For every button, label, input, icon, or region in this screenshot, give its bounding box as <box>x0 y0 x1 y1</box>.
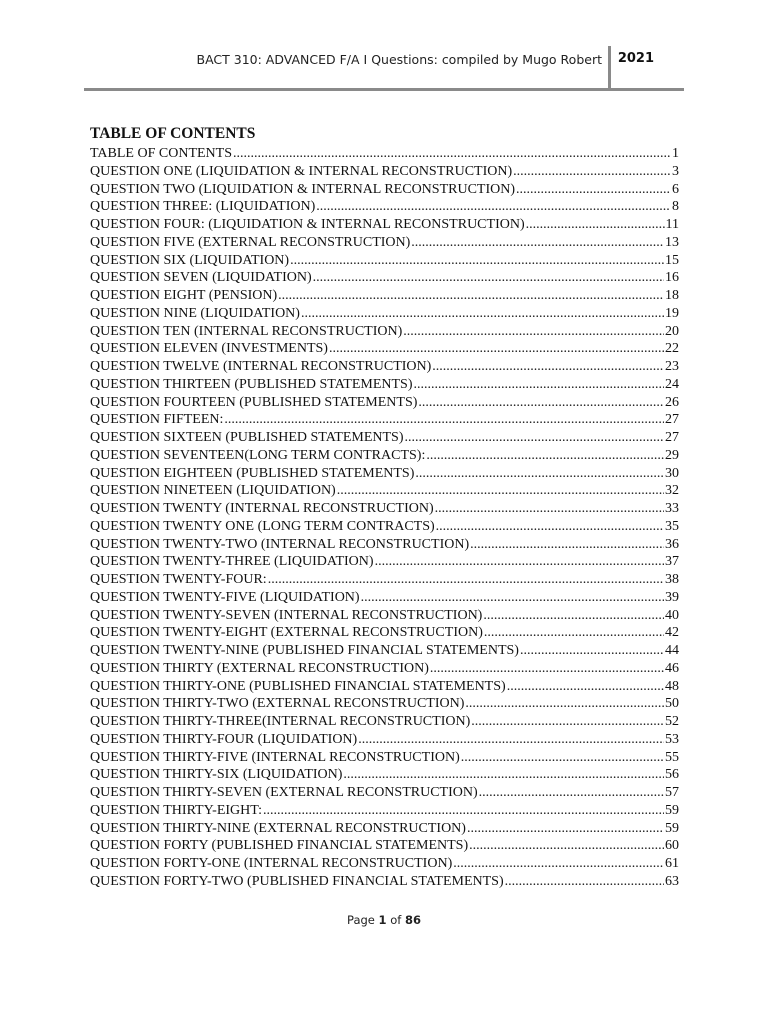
toc-dot-leader <box>465 695 664 713</box>
footer-page-total: 86 <box>404 913 421 927</box>
toc-dot-leader <box>432 358 664 376</box>
toc-entry-page: 22 <box>665 341 679 357</box>
toc-entry-page: 15 <box>665 252 679 268</box>
toc-entry[interactable] <box>90 411 679 429</box>
toc-dot-leader <box>268 571 664 589</box>
toc-entry[interactable] <box>90 855 679 873</box>
toc-entry[interactable] <box>90 269 679 287</box>
toc-list <box>90 145 679 891</box>
toc-entry-page: 57 <box>665 785 679 800</box>
toc-entry[interactable] <box>90 323 679 341</box>
footer-page-number: 1 <box>378 913 387 927</box>
toc-entry-label: QUESTION THIRTY (EXTERNAL RECONSTRUCTION) <box>90 660 429 676</box>
toc-entry[interactable] <box>90 287 679 305</box>
toc-dot-leader <box>403 323 664 341</box>
toc-entry[interactable] <box>90 216 679 234</box>
toc-entry-label: QUESTION THIRTY-FOUR (LIQUIDATION) <box>90 731 358 747</box>
toc-entry-page: 29 <box>665 447 679 463</box>
toc-dot-leader <box>337 482 664 500</box>
toc-entry-label: QUESTION THIRTY-EIGHT: <box>90 802 263 818</box>
toc-entry[interactable] <box>90 500 679 518</box>
toc-entry[interactable] <box>90 873 679 891</box>
toc-entry-label: QUESTION TWENTY ONE (LONG TERM CONTRACTS) <box>90 518 435 534</box>
toc-entry-label: QUESTION FIVE (EXTERNAL RECONSTRUCTION) <box>90 234 411 250</box>
toc-entry[interactable] <box>90 145 679 163</box>
toc-entry-label: QUESTION TWELVE (INTERNAL RECONSTRUCTION) <box>90 359 432 374</box>
page-header <box>84 46 684 90</box>
toc-dot-leader <box>526 216 665 234</box>
toc-dot-leader <box>415 465 664 483</box>
toc-entry-page: 44 <box>665 643 679 658</box>
toc-entry[interactable] <box>90 163 679 181</box>
toc-entry-label: QUESTION SIX (LIQUIDATION) <box>90 252 290 268</box>
toc-entry-label: QUESTION THIRTY-ONE (PUBLISHED FINANCIAL STATEMENTS) <box>90 678 506 694</box>
toc-entry-page: 6 <box>672 181 679 197</box>
toc-entry[interactable] <box>90 713 679 731</box>
toc-entry-page: 48 <box>665 678 679 694</box>
toc-dot-leader <box>453 855 664 873</box>
toc-entry-page: 55 <box>665 749 679 765</box>
toc-entry-page: 3 <box>672 163 679 179</box>
toc-entry-label: QUESTION FORTY-TWO (PUBLISHED FINANCIAL STATEMENTS) <box>90 873 504 889</box>
toc-entry-page: 1 <box>672 146 679 161</box>
toc-entry-label: QUESTION TWENTY-SEVEN (INTERNAL RECONSTRUCTION) <box>90 607 483 623</box>
toc-entry-page: 38 <box>665 572 679 587</box>
toc-dot-leader <box>233 145 670 163</box>
toc-entry[interactable] <box>90 252 679 270</box>
toc-entry[interactable] <box>90 376 679 394</box>
toc-entry-label: QUESTION THIRTY-FIVE (INTERNAL RECONSTRUCTION) <box>90 749 460 765</box>
toc-dot-leader <box>520 642 664 660</box>
toc-dot-leader <box>375 553 664 571</box>
toc-entry-page: 42 <box>665 625 679 641</box>
toc-dot-leader <box>471 713 664 731</box>
toc-entry[interactable] <box>90 624 679 642</box>
toc-entry[interactable] <box>90 394 679 412</box>
toc-entry-label: QUESTION FIFTEEN: <box>90 412 224 428</box>
toc-entry-page: 63 <box>665 873 679 889</box>
toc-dot-leader <box>414 376 665 394</box>
toc-entry-page: 36 <box>665 536 679 552</box>
toc-entry[interactable] <box>90 802 679 820</box>
toc-entry-page: 30 <box>665 465 679 481</box>
toc-entry-page: 8 <box>672 199 679 215</box>
toc-entry[interactable] <box>90 447 679 465</box>
toc-entry-page: 46 <box>665 660 679 676</box>
toc-entry[interactable] <box>90 465 679 483</box>
toc-entry-label: QUESTION THIRTY-THREE(INTERNAL RECONSTRUCTION) <box>90 714 471 729</box>
toc-entry-label: QUESTION THIRTEEN (PUBLISHED STATEMENTS) <box>90 376 413 392</box>
toc-entry[interactable] <box>90 305 679 323</box>
toc-dot-leader <box>361 589 664 607</box>
toc-entry-page: 11 <box>665 217 679 232</box>
toc-entry-page: 53 <box>665 731 679 747</box>
toc-dot-leader <box>430 660 664 678</box>
toc-entry-page: 32 <box>665 483 679 499</box>
toc-entry-label: QUESTION TWO (LIQUIDATION & INTERNAL RECONSTRUCTION) <box>90 181 516 197</box>
toc-entry-page: 37 <box>665 554 679 570</box>
toc-entry-label: QUESTION FORTY (PUBLISHED FINANCIAL STATEMENTS) <box>90 838 469 854</box>
toc-entry-label: QUESTION TWENTY-TWO (INTERNAL RECONSTRUCTION) <box>90 536 470 552</box>
header-text: BACT 310: ADVANCED F/A I Questions: compiled by Mugo Robert <box>196 52 602 67</box>
toc-entry[interactable] <box>90 234 679 252</box>
toc-entry-page: 13 <box>665 234 679 250</box>
toc-dot-leader <box>461 749 664 767</box>
toc-entry-label: QUESTION TWENTY-EIGHT (EXTERNAL RECONSTRUCTION) <box>90 625 483 641</box>
toc-entry-label: QUESTION THIRTY-SEVEN (EXTERNAL RECONSTRUCTION) <box>90 785 478 800</box>
toc-entry-label: QUESTION EIGHT (PENSION) <box>90 288 278 303</box>
toc-entry-page: 23 <box>665 359 679 374</box>
toc-dot-leader <box>313 269 664 287</box>
toc-dot-leader <box>278 287 664 305</box>
toc-entry-page: 16 <box>665 270 679 286</box>
toc-dot-leader <box>516 181 670 199</box>
toc-dot-leader <box>483 607 664 625</box>
toc-entry-page: 59 <box>665 802 679 818</box>
toc-dot-leader <box>343 766 664 784</box>
toc-entry-label: QUESTION ELEVEN (INVESTMENTS) <box>90 341 328 357</box>
toc-entry-label: QUESTION FORTY-ONE (INTERNAL RECONSTRUCTION) <box>90 856 453 871</box>
toc-entry[interactable] <box>90 749 679 767</box>
toc-entry-page: 60 <box>665 838 679 854</box>
toc-dot-leader <box>507 678 664 696</box>
toc-entry-page: 27 <box>665 430 679 445</box>
toc-entry-page: 19 <box>665 305 679 321</box>
toc-dot-leader <box>436 518 664 536</box>
toc-entry-label: QUESTION TWENTY-FIVE (LIQUIDATION) <box>90 589 360 605</box>
toc-entry-page: 18 <box>665 288 679 303</box>
toc-entry-label: QUESTION TWENTY-NINE (PUBLISHED FINANCIAL STATEMENTS) <box>90 643 519 658</box>
toc-entry-label: QUESTION THIRTY-NINE (EXTERNAL RECONSTRUCTION) <box>90 820 466 836</box>
toc-entry-label: QUESTION FOURTEEN (PUBLISHED STATEMENTS) <box>90 394 418 410</box>
toc-entry[interactable] <box>90 678 679 696</box>
toc-entry-label: QUESTION THREE: (LIQUIDATION) <box>90 199 316 215</box>
toc-entry-page: 24 <box>665 376 679 392</box>
toc-entry-label: QUESTION THIRTY-SIX (LIQUIDATION) <box>90 767 343 783</box>
toc-dot-leader <box>479 784 664 802</box>
toc-entry-label: QUESTION TEN (INTERNAL RECONSTRUCTION) <box>90 323 403 339</box>
toc-entry[interactable] <box>90 198 679 216</box>
toc-entry[interactable] <box>90 642 679 660</box>
toc-entry-label: QUESTION SEVENTEEN(LONG TERM CONTRACTS): <box>90 447 426 463</box>
toc-dot-leader <box>290 252 664 270</box>
toc-entry-label: QUESTION EIGHTEEN (PUBLISHED STATEMENTS) <box>90 465 415 481</box>
toc-dot-leader <box>411 234 664 252</box>
footer-page-prefix: Page <box>347 913 375 927</box>
toc-entry-page: 40 <box>665 607 679 623</box>
header-divider-vertical <box>608 46 611 90</box>
toc-entry-page: 27 <box>665 412 679 428</box>
toc-entry[interactable] <box>90 589 679 607</box>
toc-entry-page: 20 <box>665 323 679 339</box>
toc-entry-label: QUESTION TWENTY-THREE (LIQUIDATION) <box>90 554 374 570</box>
toc-entry-label: QUESTION NINETEEN (LIQUIDATION) <box>90 483 336 499</box>
toc-entry[interactable] <box>90 731 679 749</box>
toc-dot-leader <box>469 837 664 855</box>
toc-entry-page: 35 <box>665 518 679 534</box>
toc-entry-page: 39 <box>665 589 679 605</box>
toc-entry-page: 26 <box>665 394 679 410</box>
toc-entry[interactable] <box>90 837 679 855</box>
toc-entry[interactable] <box>90 784 679 802</box>
toc-entry-label: QUESTION FOUR: (LIQUIDATION & INTERNAL RECONSTRUCTION) <box>90 217 525 232</box>
page-footer <box>0 913 768 927</box>
toc-dot-leader <box>426 447 664 465</box>
toc-entry-page: 52 <box>665 714 679 729</box>
toc-entry-label: QUESTION TWENTY-FOUR: <box>90 572 267 587</box>
toc-entry[interactable] <box>90 181 679 199</box>
toc-entry[interactable] <box>90 518 679 536</box>
toc-entry[interactable] <box>90 766 679 784</box>
toc-entry-label: QUESTION TWENTY (INTERNAL RECONSTRUCTION) <box>90 501 434 516</box>
toc-dot-leader <box>435 500 664 518</box>
toc-entry-page: 59 <box>665 820 679 836</box>
toc-dot-leader <box>316 198 670 216</box>
toc-entry-label: QUESTION THIRTY-TWO (EXTERNAL RECONSTRUCTION) <box>90 696 465 712</box>
toc-dot-leader <box>505 873 664 891</box>
toc-dot-leader <box>358 731 664 749</box>
toc-entry[interactable] <box>90 536 679 554</box>
toc-entry-label: QUESTION NINE (LIQUIDATION) <box>90 305 300 321</box>
table-of-contents <box>90 125 679 891</box>
header-year: 2021 <box>617 51 654 66</box>
toc-entry-page: 50 <box>665 696 679 712</box>
toc-entry[interactable] <box>90 660 679 678</box>
toc-title: TABLE OF CONTENTS <box>90 125 256 142</box>
toc-entry[interactable] <box>90 429 679 447</box>
toc-entry[interactable] <box>90 553 679 571</box>
toc-entry-page: 56 <box>665 767 679 783</box>
toc-entry-page: 33 <box>665 501 679 516</box>
toc-dot-leader <box>467 820 664 838</box>
toc-entry[interactable] <box>90 358 679 376</box>
toc-entry[interactable] <box>90 607 679 625</box>
toc-entry-label: QUESTION SEVEN (LIQUIDATION) <box>90 270 312 286</box>
toc-entry[interactable] <box>90 340 679 358</box>
toc-dot-leader <box>484 624 664 642</box>
footer-of: of <box>390 913 402 927</box>
toc-dot-leader <box>470 536 664 554</box>
toc-dot-leader <box>224 411 664 429</box>
toc-entry[interactable] <box>90 482 679 500</box>
toc-entry-label: QUESTION SIXTEEN (PUBLISHED STATEMENTS) <box>90 430 404 445</box>
toc-dot-leader <box>301 305 664 323</box>
header-divider-horizontal <box>84 88 684 91</box>
toc-dot-leader <box>513 163 670 181</box>
toc-dot-leader <box>404 429 664 447</box>
toc-entry-label: QUESTION ONE (LIQUIDATION & INTERNAL RECONSTRUCTION) <box>90 163 513 179</box>
toc-entry-page: 61 <box>665 856 679 871</box>
toc-entry[interactable] <box>90 695 679 713</box>
toc-entry-label: TABLE OF CONTENTS <box>90 146 232 161</box>
toc-dot-leader <box>418 394 664 412</box>
toc-dot-leader <box>329 340 664 358</box>
toc-dot-leader <box>263 802 664 820</box>
toc-entry[interactable] <box>90 571 679 589</box>
toc-entry[interactable] <box>90 820 679 838</box>
